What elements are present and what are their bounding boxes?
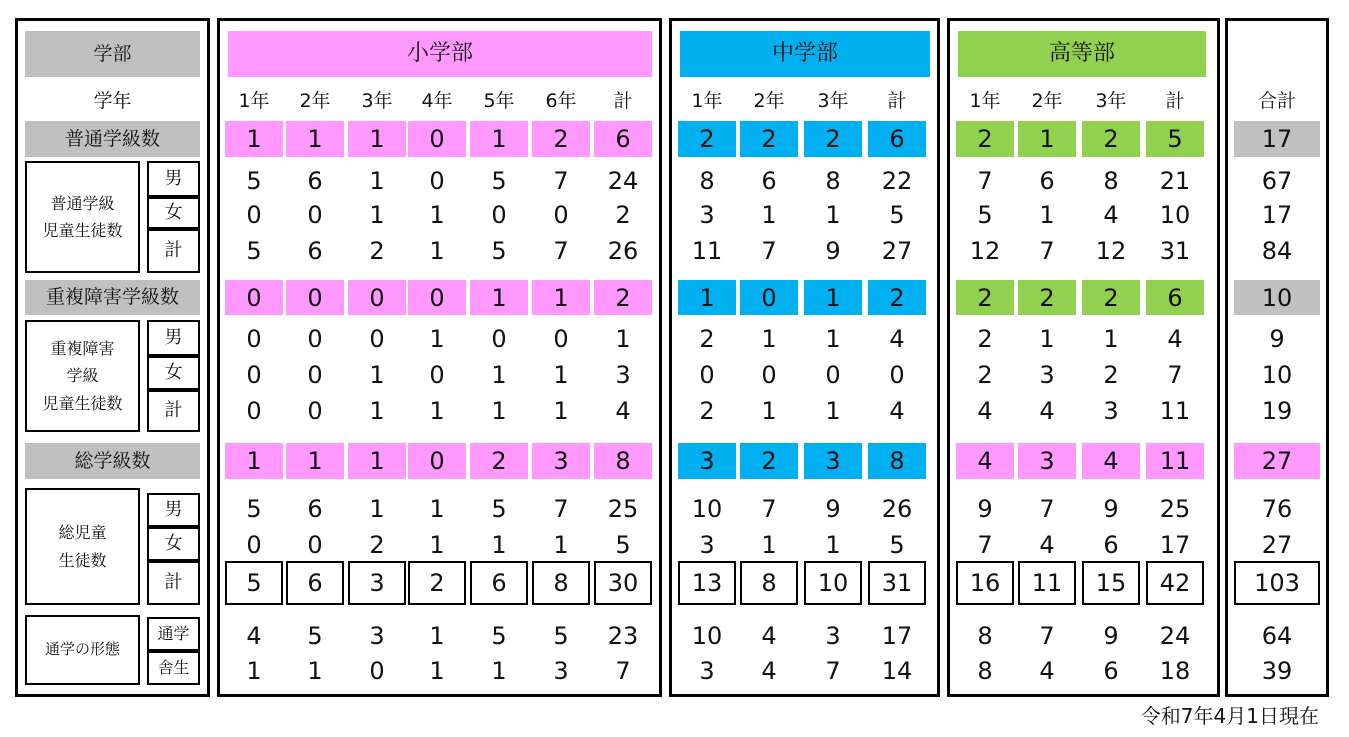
elementary-grade-header: 2年 bbox=[299, 89, 331, 112]
elementary-total-total-cell: 6 bbox=[470, 561, 528, 605]
elementary-futsu-classes-cell: 1 bbox=[470, 121, 528, 157]
high-school-jufuku-female-cell: 3 bbox=[1039, 361, 1055, 389]
elementary-total-total-cell: 6 bbox=[286, 561, 344, 605]
high-school-futsu-male-cell: 7 bbox=[977, 167, 993, 195]
elementary-shasei-cell: 1 bbox=[307, 657, 323, 685]
junior-high-jufuku-classes-cell: 1 bbox=[678, 280, 736, 315]
high-school-total-total-cell: 42 bbox=[1146, 561, 1204, 605]
grand-total-header: 合計 bbox=[1257, 89, 1296, 112]
elementary-jufuku-total-cell: 1 bbox=[429, 397, 445, 425]
high-school-futsu-classes-cell: 5 bbox=[1146, 121, 1204, 157]
high-school-total-classes-cell: 4 bbox=[1082, 443, 1140, 479]
elementary-shasei-cell: 7 bbox=[615, 657, 631, 685]
total-class-count-label: 総学級数 bbox=[25, 443, 200, 479]
grade-header-label: 学年 bbox=[93, 89, 132, 112]
junior-high-total-classes-cell: 2 bbox=[740, 443, 798, 479]
junior-high-shasei-cell: 14 bbox=[881, 657, 913, 685]
grand-tsugaku-cell: 64 bbox=[1261, 622, 1293, 650]
elementary-shasei-cell: 1 bbox=[491, 657, 507, 685]
elementary-tsugaku-cell: 4 bbox=[246, 622, 262, 650]
junior-high-grade-header: 2年 bbox=[753, 89, 785, 112]
high-school-futsu-female-cell: 10 bbox=[1159, 201, 1191, 229]
junior-high-futsu-total-cell: 11 bbox=[691, 237, 723, 265]
grand-total-male-cell: 76 bbox=[1261, 495, 1293, 523]
elementary-futsu-total-cell: 6 bbox=[307, 237, 323, 265]
elementary-futsu-female-cell: 2 bbox=[615, 201, 631, 229]
elementary-grade-header: 1年 bbox=[238, 89, 270, 112]
elementary-jufuku-male-cell: 1 bbox=[429, 325, 445, 353]
high-school-tsugaku-cell: 8 bbox=[977, 622, 993, 650]
elementary-jufuku-male-cell: 0 bbox=[246, 325, 262, 353]
multiple-male-label: 男 bbox=[147, 320, 200, 356]
elementary-total-classes-cell: 3 bbox=[532, 443, 590, 479]
high-school-futsu-classes-cell: 2 bbox=[956, 121, 1014, 157]
elementary-jufuku-female-cell: 1 bbox=[369, 361, 385, 389]
high-school-total-total-cell: 11 bbox=[1018, 561, 1076, 605]
junior-high-futsu-total-cell: 9 bbox=[825, 237, 841, 265]
elementary-jufuku-classes-cell: 1 bbox=[470, 280, 528, 315]
high-school-jufuku-classes-cell: 2 bbox=[1082, 280, 1140, 315]
junior-high-shasei-cell: 4 bbox=[761, 657, 777, 685]
elementary-total-male-cell: 6 bbox=[307, 495, 323, 523]
junior-high-total-classes-cell: 3 bbox=[804, 443, 862, 479]
high-school-futsu-male-cell: 6 bbox=[1039, 167, 1055, 195]
elementary-total-classes-cell: 0 bbox=[408, 443, 466, 479]
high-school-futsu-total-cell: 7 bbox=[1039, 237, 1055, 265]
elementary-jufuku-classes-cell: 0 bbox=[225, 280, 283, 315]
commute-type-label: 通学の形態 bbox=[25, 615, 140, 685]
elementary-total-female-cell: 0 bbox=[246, 531, 262, 559]
elementary-jufuku-classes-cell: 2 bbox=[594, 280, 652, 315]
junior-high-futsu-female-cell: 1 bbox=[761, 201, 777, 229]
elementary-total-female-cell: 1 bbox=[429, 531, 445, 559]
elementary-jufuku-classes-cell: 0 bbox=[348, 280, 406, 315]
elementary-total-female-cell: 5 bbox=[615, 531, 631, 559]
elementary-jufuku-male-cell: 0 bbox=[307, 325, 323, 353]
department-header-label: 学部 bbox=[25, 31, 200, 77]
elementary-total-classes-cell: 1 bbox=[286, 443, 344, 479]
high-school-grade-header: 3年 bbox=[1095, 89, 1127, 112]
junior-high-header: 中学部 bbox=[680, 31, 930, 77]
high-school-tsugaku-cell: 9 bbox=[1103, 622, 1119, 650]
elementary-shasei-cell: 1 bbox=[429, 657, 445, 685]
junior-high-total-female-cell: 5 bbox=[889, 531, 905, 559]
elementary-jufuku-total-cell: 1 bbox=[491, 397, 507, 425]
high-school-futsu-classes-cell: 2 bbox=[1082, 121, 1140, 157]
regular-students-label-line1: 普通学級 bbox=[50, 193, 115, 213]
junior-high-tsugaku-cell: 10 bbox=[691, 622, 723, 650]
multiple-disability-label-line1: 重複障害 bbox=[50, 339, 115, 359]
total-female-label: 女 bbox=[147, 527, 200, 561]
elementary-futsu-male-cell: 0 bbox=[429, 167, 445, 195]
elementary-futsu-male-cell: 24 bbox=[607, 167, 639, 195]
grand-jufuku-male-cell: 9 bbox=[1269, 325, 1285, 353]
high-school-grade-header: 2年 bbox=[1031, 89, 1063, 112]
high-school-total-male-cell: 25 bbox=[1159, 495, 1191, 523]
grand-shasei-cell: 39 bbox=[1261, 657, 1293, 685]
high-school-futsu-total-cell: 12 bbox=[969, 237, 1001, 265]
elementary-jufuku-female-cell: 0 bbox=[429, 361, 445, 389]
elementary-total-classes-cell: 8 bbox=[594, 443, 652, 479]
elementary-tsugaku-cell: 5 bbox=[553, 622, 569, 650]
junior-high-total-male-cell: 7 bbox=[761, 495, 777, 523]
junior-high-jufuku-classes-cell: 2 bbox=[868, 280, 926, 315]
elementary-futsu-male-cell: 1 bbox=[369, 167, 385, 195]
high-school-jufuku-classes-cell: 2 bbox=[956, 280, 1014, 315]
elementary-futsu-male-cell: 5 bbox=[246, 167, 262, 195]
junior-high-shasei-cell: 3 bbox=[699, 657, 715, 685]
elementary-tsugaku-cell: 5 bbox=[491, 622, 507, 650]
elementary-shasei-cell: 1 bbox=[246, 657, 262, 685]
elementary-grade-header: 4年 bbox=[421, 89, 453, 112]
elementary-jufuku-classes-cell: 1 bbox=[532, 280, 590, 315]
elementary-total-male-cell: 1 bbox=[369, 495, 385, 523]
elementary-total-total-cell: 3 bbox=[348, 561, 406, 605]
high-school-total-total-cell: 15 bbox=[1082, 561, 1140, 605]
high-school-futsu-male-cell: 8 bbox=[1103, 167, 1119, 195]
junior-high-jufuku-total-cell: 1 bbox=[825, 397, 841, 425]
elementary-jufuku-male-cell: 1 bbox=[615, 325, 631, 353]
dormitory-label: 舎生 bbox=[147, 651, 200, 685]
total-students-label-line2: 生徒数 bbox=[58, 550, 107, 570]
junior-high-total-female-cell: 1 bbox=[825, 531, 841, 559]
junior-high-shasei-cell: 7 bbox=[825, 657, 841, 685]
high-school-total-total-cell: 16 bbox=[956, 561, 1014, 605]
high-school-futsu-male-cell: 21 bbox=[1159, 167, 1191, 195]
junior-high-futsu-female-cell: 5 bbox=[889, 201, 905, 229]
junior-high-futsu-female-cell: 3 bbox=[699, 201, 715, 229]
total-male-label: 男 bbox=[147, 493, 200, 527]
junior-high-futsu-classes-cell: 2 bbox=[740, 121, 798, 157]
junior-high-jufuku-male-cell: 1 bbox=[825, 325, 841, 353]
junior-high-jufuku-female-cell: 0 bbox=[699, 361, 715, 389]
junior-high-jufuku-classes-cell: 1 bbox=[804, 280, 862, 315]
high-school-grade-header: 1年 bbox=[969, 89, 1001, 112]
grand-futsu-total-cell: 84 bbox=[1261, 237, 1293, 265]
junior-high-total-total-cell: 31 bbox=[868, 561, 926, 605]
elementary-jufuku-female-cell: 1 bbox=[491, 361, 507, 389]
junior-high-total-classes-cell: 3 bbox=[678, 443, 736, 479]
high-school-futsu-female-cell: 1 bbox=[1039, 201, 1055, 229]
multiple-disability-label-line3: 児童生徒数 bbox=[42, 393, 123, 413]
total-total-label: 計 bbox=[147, 561, 200, 605]
junior-high-futsu-total-cell: 7 bbox=[761, 237, 777, 265]
multiple-disability-students-label bbox=[25, 320, 140, 432]
elementary-futsu-female-cell: 0 bbox=[307, 201, 323, 229]
junior-high-total-total-cell: 13 bbox=[678, 561, 736, 605]
grand-futsu-male-cell: 67 bbox=[1261, 167, 1293, 195]
as-of-date: 令和7年4月1日現在 bbox=[1140, 704, 1319, 728]
elementary-futsu-total-cell: 26 bbox=[607, 237, 639, 265]
regular-female-label: 女 bbox=[147, 197, 200, 229]
elementary-futsu-female-cell: 0 bbox=[553, 201, 569, 229]
multiple-disability-label-line2: 学級 bbox=[66, 366, 99, 386]
elementary-jufuku-female-cell: 1 bbox=[553, 361, 569, 389]
junior-high-futsu-classes-cell: 6 bbox=[868, 121, 926, 157]
elementary-futsu-classes-cell: 2 bbox=[532, 121, 590, 157]
elementary-total-total-cell: 30 bbox=[594, 561, 652, 605]
high-school-total-male-cell: 9 bbox=[1103, 495, 1119, 523]
junior-high-futsu-male-cell: 8 bbox=[825, 167, 841, 195]
junior-high-total-female-cell: 1 bbox=[761, 531, 777, 559]
junior-high-total-female-cell: 3 bbox=[699, 531, 715, 559]
elementary-tsugaku-cell: 23 bbox=[607, 622, 639, 650]
elementary-total-female-cell: 0 bbox=[307, 531, 323, 559]
high-school-futsu-total-cell: 31 bbox=[1159, 237, 1191, 265]
elementary-total-classes-cell: 2 bbox=[470, 443, 528, 479]
regular-male-label: 男 bbox=[147, 161, 200, 197]
high-school-total-classes-cell: 3 bbox=[1018, 443, 1076, 479]
elementary-futsu-classes-cell: 1 bbox=[348, 121, 406, 157]
junior-high-tsugaku-cell: 17 bbox=[881, 622, 913, 650]
high-school-jufuku-male-cell: 4 bbox=[1167, 325, 1183, 353]
high-school-jufuku-male-cell: 1 bbox=[1039, 325, 1055, 353]
elementary-futsu-male-cell: 5 bbox=[491, 167, 507, 195]
high-school-jufuku-male-cell: 1 bbox=[1103, 325, 1119, 353]
high-school-shasei-cell: 8 bbox=[977, 657, 993, 685]
elementary-grade-header: 3年 bbox=[361, 89, 393, 112]
multiple-female-label: 女 bbox=[147, 356, 200, 390]
high-school-jufuku-female-cell: 7 bbox=[1167, 361, 1183, 389]
grand-jufuku-classes-cell: 10 bbox=[1234, 280, 1320, 315]
high-school-header: 高等部 bbox=[958, 31, 1206, 77]
elementary-shasei-cell: 3 bbox=[553, 657, 569, 685]
junior-high-total-total-cell: 8 bbox=[740, 561, 798, 605]
regular-total-label: 計 bbox=[147, 229, 200, 273]
elementary-total-total-cell: 8 bbox=[532, 561, 590, 605]
junior-high-jufuku-female-cell: 0 bbox=[761, 361, 777, 389]
junior-high-tsugaku-cell: 3 bbox=[825, 622, 841, 650]
elementary-total-male-cell: 1 bbox=[429, 495, 445, 523]
elementary-jufuku-classes-cell: 0 bbox=[408, 280, 466, 315]
total-students-label bbox=[25, 488, 140, 605]
elementary-shasei-cell: 0 bbox=[369, 657, 385, 685]
elementary-futsu-female-cell: 0 bbox=[246, 201, 262, 229]
elementary-futsu-male-cell: 7 bbox=[553, 167, 569, 195]
junior-high-jufuku-total-cell: 4 bbox=[889, 397, 905, 425]
elementary-grade-header: 5年 bbox=[483, 89, 515, 112]
high-school-jufuku-classes-cell: 2 bbox=[1018, 280, 1076, 315]
elementary-total-classes-cell: 1 bbox=[348, 443, 406, 479]
high-school-total-male-cell: 9 bbox=[977, 495, 993, 523]
junior-high-grade-header: 3年 bbox=[817, 89, 849, 112]
total-students-label-line1: 総児童 bbox=[58, 523, 107, 543]
junior-high-grade-header: 1年 bbox=[691, 89, 723, 112]
elementary-jufuku-total-cell: 1 bbox=[553, 397, 569, 425]
regular-students-label bbox=[25, 161, 140, 273]
elementary-grade-header: 6年 bbox=[545, 89, 577, 112]
junior-high-tsugaku-cell: 4 bbox=[761, 622, 777, 650]
elementary-futsu-total-cell: 7 bbox=[553, 237, 569, 265]
elementary-futsu-classes-cell: 0 bbox=[408, 121, 466, 157]
elementary-tsugaku-cell: 3 bbox=[369, 622, 385, 650]
elementary-futsu-total-cell: 5 bbox=[491, 237, 507, 265]
elementary-header: 小学部 bbox=[228, 31, 652, 77]
junior-high-futsu-male-cell: 22 bbox=[881, 167, 913, 195]
junior-high-jufuku-male-cell: 2 bbox=[699, 325, 715, 353]
junior-high-jufuku-female-cell: 0 bbox=[825, 361, 841, 389]
grand-total-total-cell: 103 bbox=[1234, 561, 1320, 605]
junior-high-futsu-female-cell: 1 bbox=[825, 201, 841, 229]
elementary-total-male-cell: 5 bbox=[246, 495, 262, 523]
grand-total-female-cell: 27 bbox=[1261, 531, 1293, 559]
elementary-jufuku-female-cell: 3 bbox=[615, 361, 631, 389]
high-school-jufuku-female-cell: 2 bbox=[977, 361, 993, 389]
high-school-futsu-classes-cell: 1 bbox=[1018, 121, 1076, 157]
elementary-grade-header: 計 bbox=[613, 89, 633, 112]
regular-students-label-line2: 児童生徒数 bbox=[42, 221, 123, 240]
high-school-total-female-cell: 4 bbox=[1039, 531, 1055, 559]
elementary-jufuku-total-cell: 0 bbox=[307, 397, 323, 425]
junior-high-total-male-cell: 26 bbox=[881, 495, 913, 523]
high-school-total-female-cell: 6 bbox=[1103, 531, 1119, 559]
multiple-disability-class-count-label: 重複障害学級数 bbox=[25, 280, 200, 315]
grand-futsu-classes-cell: 17 bbox=[1234, 121, 1320, 157]
elementary-futsu-total-cell: 1 bbox=[429, 237, 445, 265]
junior-high-jufuku-total-cell: 1 bbox=[761, 397, 777, 425]
elementary-jufuku-male-cell: 0 bbox=[553, 325, 569, 353]
grand-futsu-female-cell: 17 bbox=[1261, 201, 1293, 229]
elementary-total-male-cell: 7 bbox=[553, 495, 569, 523]
high-school-jufuku-male-cell: 2 bbox=[977, 325, 993, 353]
elementary-futsu-total-cell: 2 bbox=[369, 237, 385, 265]
elementary-futsu-male-cell: 6 bbox=[307, 167, 323, 195]
high-school-total-female-cell: 17 bbox=[1159, 531, 1191, 559]
junior-high-total-classes-cell: 8 bbox=[868, 443, 926, 479]
junior-high-total-male-cell: 10 bbox=[691, 495, 723, 523]
elementary-futsu-total-cell: 5 bbox=[246, 237, 262, 265]
junior-high-futsu-male-cell: 6 bbox=[761, 167, 777, 195]
commute-label: 通学 bbox=[147, 617, 200, 651]
high-school-futsu-total-cell: 12 bbox=[1095, 237, 1127, 265]
junior-high-jufuku-female-cell: 0 bbox=[889, 361, 905, 389]
junior-high-jufuku-total-cell: 2 bbox=[699, 397, 715, 425]
elementary-futsu-female-cell: 0 bbox=[491, 201, 507, 229]
grand-total-classes-cell: 27 bbox=[1234, 443, 1320, 479]
elementary-jufuku-classes-cell: 0 bbox=[286, 280, 344, 315]
high-school-total-classes-cell: 11 bbox=[1146, 443, 1204, 479]
elementary-futsu-classes-cell: 1 bbox=[225, 121, 283, 157]
elementary-jufuku-female-cell: 0 bbox=[307, 361, 323, 389]
junior-high-jufuku-classes-cell: 0 bbox=[740, 280, 798, 315]
high-school-shasei-cell: 6 bbox=[1103, 657, 1119, 685]
elementary-total-total-cell: 2 bbox=[408, 561, 466, 605]
elementary-tsugaku-cell: 5 bbox=[307, 622, 323, 650]
high-school-futsu-female-cell: 4 bbox=[1103, 201, 1119, 229]
grand-jufuku-female-cell: 10 bbox=[1261, 361, 1293, 389]
high-school-jufuku-female-cell: 2 bbox=[1103, 361, 1119, 389]
high-school-jufuku-total-cell: 11 bbox=[1159, 397, 1191, 425]
elementary-jufuku-total-cell: 0 bbox=[246, 397, 262, 425]
junior-high-total-total-cell: 10 bbox=[804, 561, 862, 605]
elementary-tsugaku-cell: 1 bbox=[429, 622, 445, 650]
high-school-futsu-female-cell: 5 bbox=[977, 201, 993, 229]
multiple-total-label: 計 bbox=[147, 390, 200, 432]
elementary-total-female-cell: 2 bbox=[369, 531, 385, 559]
elementary-total-male-cell: 25 bbox=[607, 495, 639, 523]
elementary-jufuku-male-cell: 0 bbox=[369, 325, 385, 353]
elementary-total-classes-cell: 1 bbox=[225, 443, 283, 479]
high-school-jufuku-total-cell: 3 bbox=[1103, 397, 1119, 425]
elementary-total-female-cell: 1 bbox=[491, 531, 507, 559]
elementary-total-total-cell: 5 bbox=[225, 561, 283, 605]
junior-high-futsu-classes-cell: 2 bbox=[678, 121, 736, 157]
junior-high-jufuku-male-cell: 1 bbox=[761, 325, 777, 353]
high-school-jufuku-total-cell: 4 bbox=[1039, 397, 1055, 425]
junior-high-futsu-total-cell: 27 bbox=[881, 237, 913, 265]
elementary-jufuku-total-cell: 4 bbox=[615, 397, 631, 425]
grand-jufuku-total-cell: 19 bbox=[1261, 397, 1293, 425]
high-school-total-male-cell: 7 bbox=[1039, 495, 1055, 523]
junior-high-futsu-classes-cell: 2 bbox=[804, 121, 862, 157]
high-school-jufuku-classes-cell: 6 bbox=[1146, 280, 1204, 315]
junior-high-total-male-cell: 9 bbox=[825, 495, 841, 523]
high-school-tsugaku-cell: 7 bbox=[1039, 622, 1055, 650]
high-school-jufuku-total-cell: 4 bbox=[977, 397, 993, 425]
elementary-futsu-female-cell: 1 bbox=[369, 201, 385, 229]
elementary-futsu-female-cell: 1 bbox=[429, 201, 445, 229]
junior-high-grade-header: 計 bbox=[887, 89, 907, 112]
high-school-tsugaku-cell: 24 bbox=[1159, 622, 1191, 650]
high-school-total-female-cell: 7 bbox=[977, 531, 993, 559]
elementary-jufuku-female-cell: 0 bbox=[246, 361, 262, 389]
regular-class-count-label: 普通学級数 bbox=[25, 121, 200, 157]
elementary-futsu-classes-cell: 6 bbox=[594, 121, 652, 157]
high-school-total-classes-cell: 4 bbox=[956, 443, 1014, 479]
high-school-shasei-cell: 18 bbox=[1159, 657, 1191, 685]
junior-high-futsu-male-cell: 8 bbox=[699, 167, 715, 195]
elementary-jufuku-total-cell: 1 bbox=[369, 397, 385, 425]
elementary-futsu-classes-cell: 1 bbox=[286, 121, 344, 157]
elementary-jufuku-male-cell: 0 bbox=[491, 325, 507, 353]
junior-high-jufuku-male-cell: 4 bbox=[889, 325, 905, 353]
elementary-total-female-cell: 1 bbox=[553, 531, 569, 559]
elementary-total-male-cell: 5 bbox=[491, 495, 507, 523]
high-school-shasei-cell: 4 bbox=[1039, 657, 1055, 685]
high-school-grade-header: 計 bbox=[1165, 89, 1185, 112]
